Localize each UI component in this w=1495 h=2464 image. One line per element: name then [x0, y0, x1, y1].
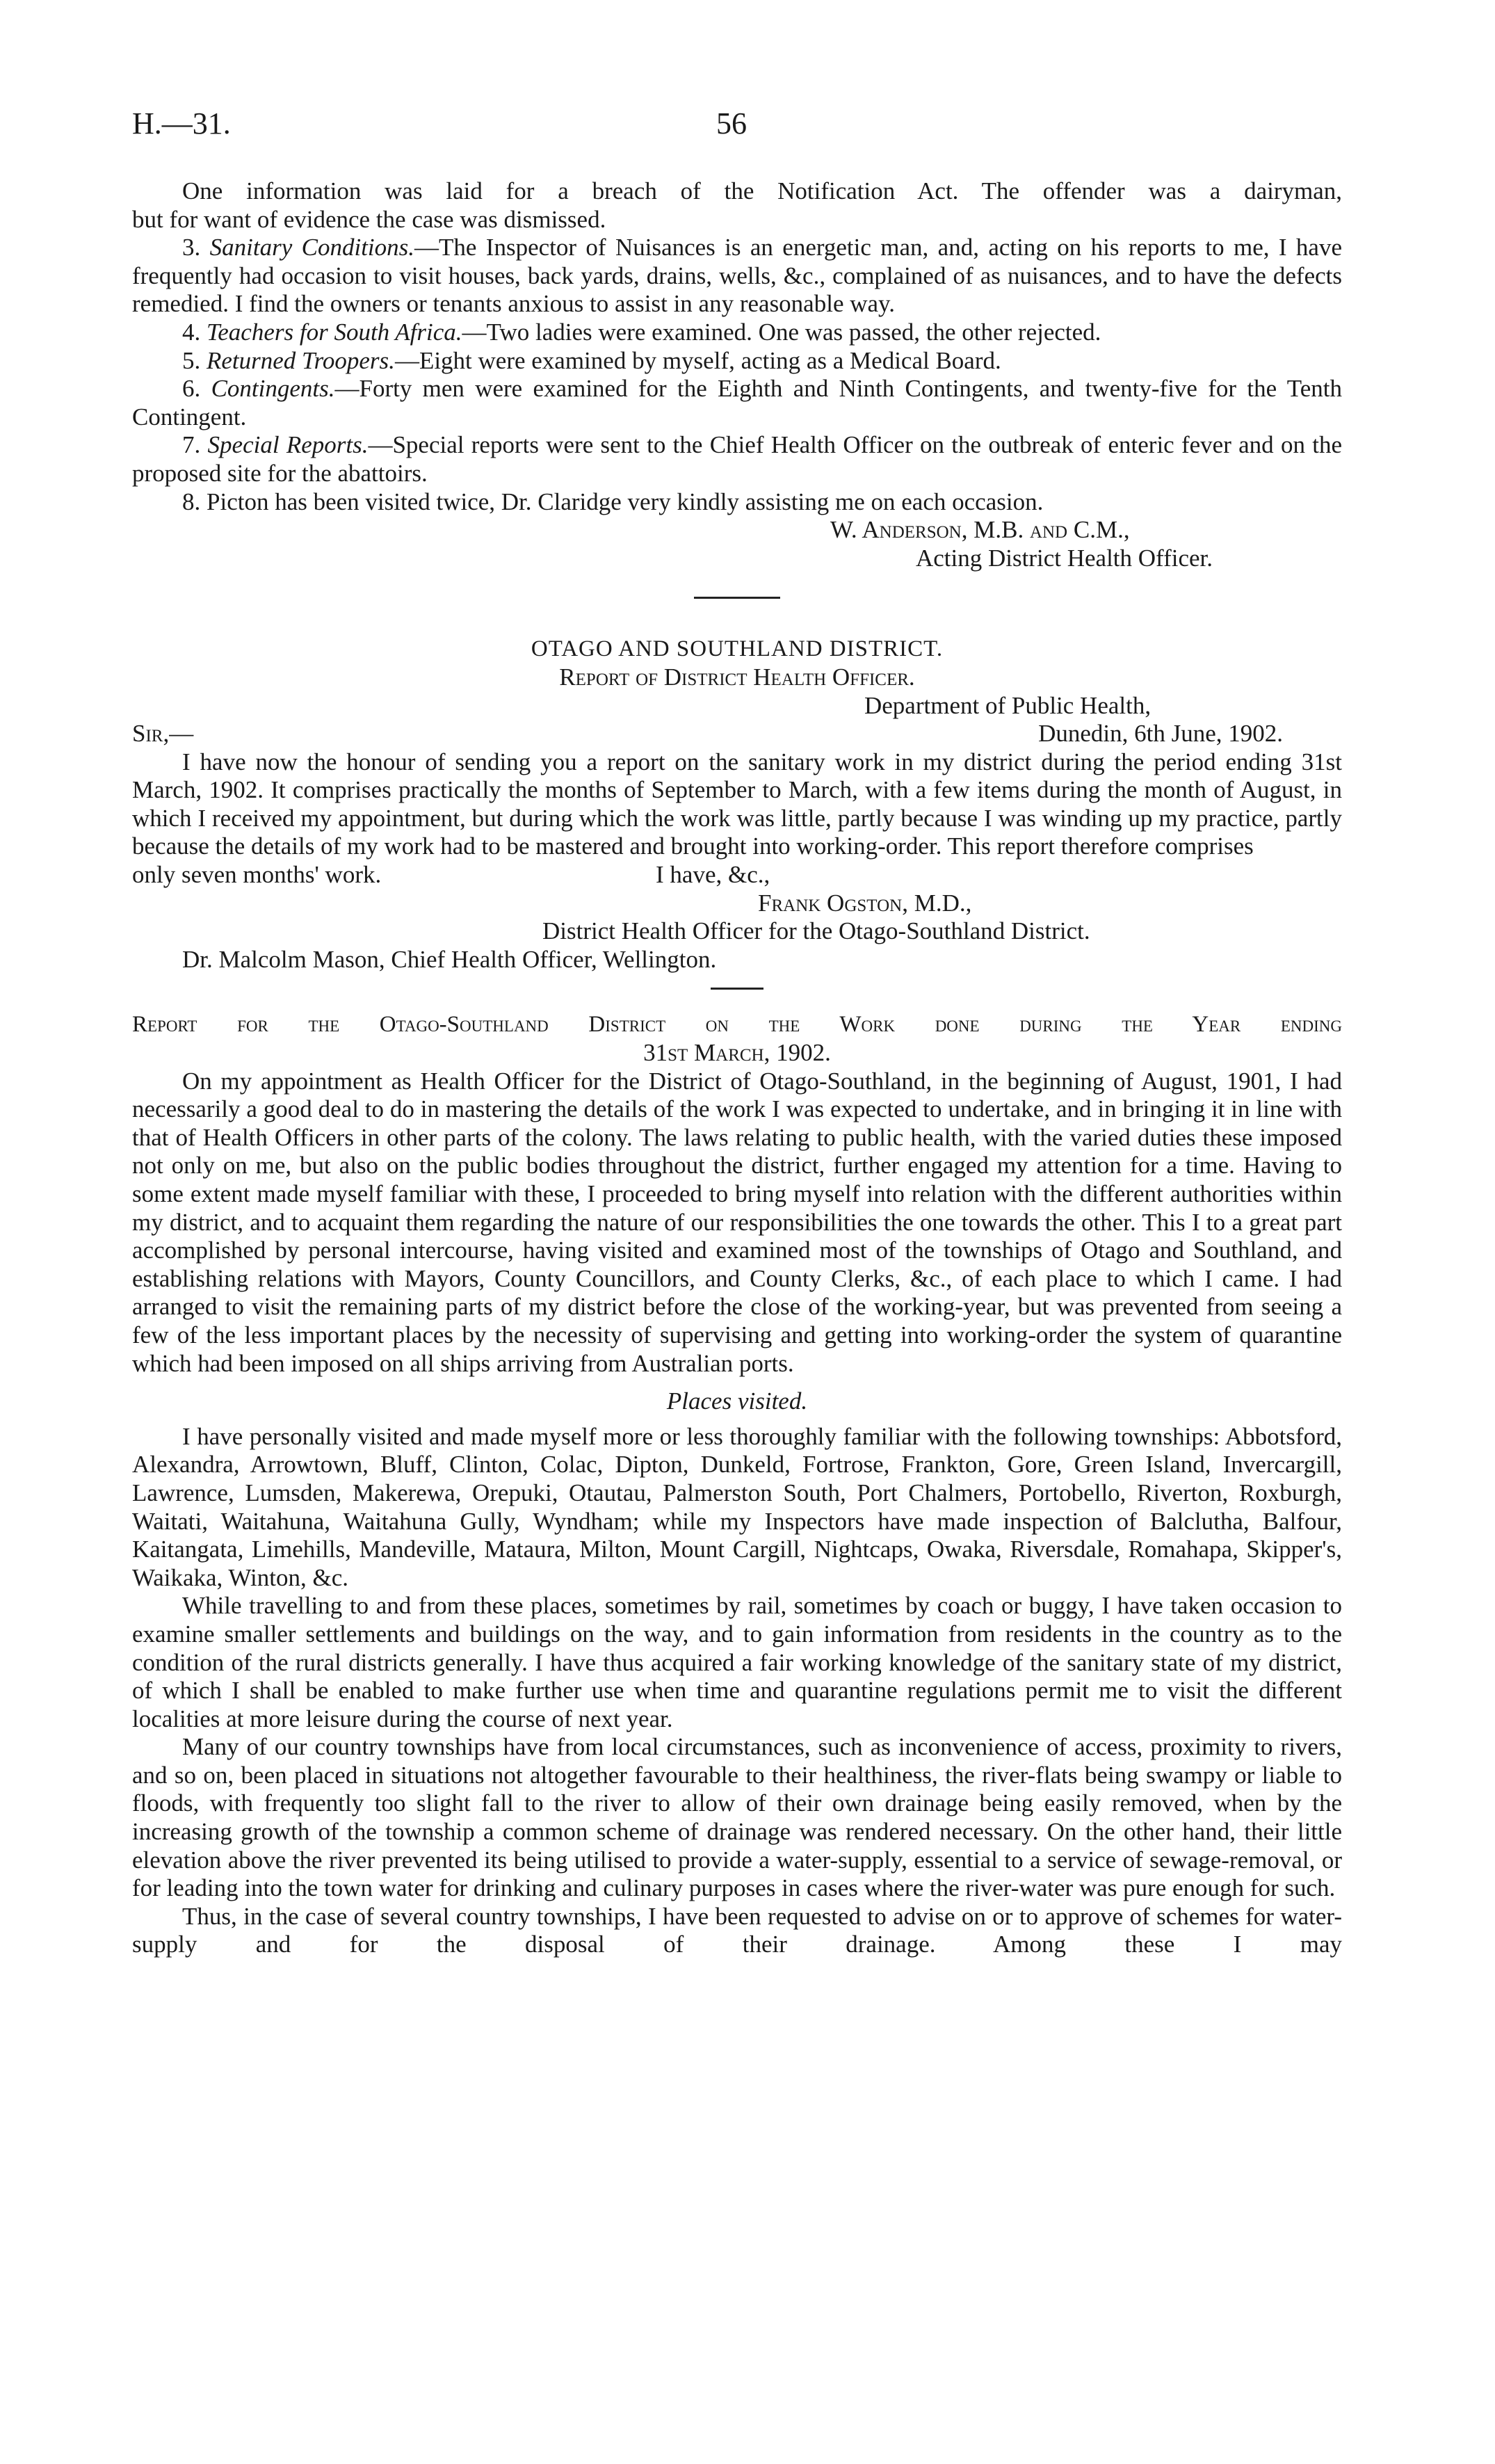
item3-title: Sanitary Conditions.	[209, 234, 415, 261]
salutation: Sir,—	[132, 720, 194, 748]
travelling-paragraph: While travelling to and from these places, sometimes by rail, sometimes by coach or buggy, I have taken occasion to examine smaller settlements and buildings on the way, and to gain information from residents in the country as to the condition of the rural districts generally. I have thus acquired a fair working knowledge of the sanitary state of my district, of which I shall be enabled to make further use when time and quarantine regulations permit me to visit the different localities at more leisure during the course of next year.	[132, 1592, 1342, 1732]
item4-title: Teachers for South Africa.	[207, 318, 462, 346]
item7-text: —Special reports were sent to the Chief Health Officer on the outbreak of enteric fever and on the proposed site for the abattoirs.	[132, 431, 1342, 487]
item5-title: Returned Troopers.	[207, 346, 395, 374]
page-number: 56	[716, 106, 747, 140]
letter-last-line: only seven months' work.	[132, 861, 382, 889]
item-contingents: 6. Contingents.—Forty men were examined for the Eighth and Ninth Contingents, and twenty-five for the Tenth Contingent.	[132, 375, 1343, 430]
item-picton: 8. Picton has been visited twice, Dr. Claridge very kindly assisting me on each occasion.	[182, 488, 1044, 515]
item-sanitary-conditions: 3. Sanitary Conditions.—The Inspector of Nuisances is an energetic man, and, acting on his reports to me, I have frequently had occasion to visit houses, back yards, drains, wells, &c., complained of as nuisances, and to have the defects remedied. I find the owners or tenants anxious to assist in any reasonable way.	[132, 234, 1343, 318]
letter-date: Dunedin, 6th June, 1902.	[1038, 720, 1283, 748]
item-returned-troopers: 5. Returned Troopers.—Eight were examined by myself, acting as a Medical Board.	[182, 346, 1001, 374]
item6-text: —Forty men were examined for the Eighth and Ninth Contingents, and twenty-five for the Tenth Contingent.	[132, 375, 1343, 430]
schemes-paragraph: Thus, in the case of several country townships, I have been requested to advise on or to approve of schemes for water-supply and for the disposal of their drainage. Among these I may	[132, 1902, 1342, 1958]
report-title-line2: 31st March, 1902.	[643, 1039, 831, 1067]
letter-body: I have now the honour of sending you a report on the sanitary work in my district during the period ending 31st March, 1902. It comprises practically the months of September to March, with a few items during the month of August, in which I received my appointment, but during which the work was little, partly because I was winding up my practice, partly because the details of my work had to be mastered and brought into working-order. This report therefore comprises	[132, 748, 1342, 860]
closing-row	[132, 861, 1342, 889]
signer-title: District Health Officer for the Otago-Southland District.	[542, 917, 1090, 945]
salutation-row	[132, 720, 1342, 748]
report-reference: H.—31.	[132, 106, 231, 140]
item4-text: —Two ladies were examined. One was passed, the other rejected.	[462, 318, 1101, 346]
department-line: Department of Public Health,	[864, 691, 1151, 719]
places-visited-heading	[132, 1387, 1342, 1416]
item-special-reports: 7. Special Reports.—Special reports were sent to the Chief Health Officer on the outbreak of enteric fever and on the proposed site for the abattoirs.	[132, 431, 1342, 487]
townships-paragraph: Many of our country townships have from local circumstances, such as inconvenience of access, proximity to rivers, and so on, been placed in situations not altogether favourable to their healthiness, the river-flats being swampy or liable to floods, with frequently too slight fall to the river to allow of their own drainage being easily removed, when by the increasing growth of the township a common scheme of drainage was rendered necessary. On the other hand, their little elevation above the river prevented its being utilised to provide a water-supply, essential to a service of sewage-removal, or for leading into the town water for drinking and culinary purposes in cases where the river-water was pure enough for such.	[132, 1733, 1342, 1902]
page-body	[132, 177, 1342, 1959]
item7-title: Special Reports.	[207, 431, 369, 459]
report-title-line1: Report for the Otago-Southland District on the Work done during the Year ending	[132, 1012, 1342, 1038]
item5-text: —Eight were examined by myself, acting as a Medical Board.	[394, 346, 1001, 374]
report-heading: Report of District Health Officer.	[559, 663, 915, 691]
signature-anderson-title: Acting District Health Officer.	[916, 544, 1213, 572]
appointment-paragraph: On my appointment as Health Officer for the District of Otago-Southland, in the beginning of August, 1901, I had necessarily a good deal to do in mastering the details of the work I was expected to undertake, and in bringing it in line with that of Health Officers in other parts of the colony. The laws relating to public health, with the varied duties these imposed not only on me, but also on the public bodies throughout the district, further engaged my attention for a time. Having to some extent made myself familiar with these, I proceeded to bring myself into relation with the different authorities within my district, and to acquaint them regarding the nature of our responsibilities the one towards the other. This I to a great part accomplished by personal intercourse, having visited and examined most of the townships of Otago and Southland, and establishing relations with Mayors, County Councillors, and County Clerks, &c., of each place to which I came. I had arranged to visit the remaining parts of my district before the close of the working-year, but was prevented from seeing a few of the less important places by the necessity of supervising and getting into working-order the system of quarantine which had been imposed on all ships arriving from Australian ports.	[132, 1067, 1342, 1377]
signature-anderson: W. Anderson, M.B. and C.M.,	[830, 516, 1130, 544]
letter-closing: I have, &c.,	[656, 861, 770, 889]
item3-text: —The Inspector of Nuisances is an energetic man, and, acting on his reports to me, I have frequently had occasion to visit houses, back yards, drains, wells, &c., complained of as nuisances, and to have the defects remedied. I find the owners or tenants anxious to assist in any reasonable way.	[132, 234, 1343, 318]
notification-paragraph-line2: but for want of evidence the case was dismissed.	[132, 205, 606, 233]
district-heading: OTAGO AND SOUTHLAND DISTRICT.	[531, 636, 944, 662]
places-paragraph: I have personally visited and made myself more or less thoroughly familiar with the following townships: Abbotsford, Alexandra, Arrowtown, Bluff, Clinton, Colac, Dipton, Dunkeld, Fortrose, Frankton, Gore, Green Island, Invercargill, Lawrence, Lumsden, Makerewa, Orepuki, Otautau, Palmerston South, Port Chalmers, Portobello, Riverton, Roxburgh, Waitati, Waitahuna, Waitahuna Gully, Wyndham; while my Inspectors have made inspection of Balclutha, Balfour, Kaitangata, Limehills, Mandeville, Mataura, Milton, Mount Cargill, Nightcaps, Owaka, Riversdale, Romahapa, Skipper's, Waikaka, Winton, &c.	[132, 1422, 1342, 1591]
page-header	[132, 103, 1342, 145]
places-visited-title: Places visited.	[666, 1387, 808, 1415]
addressee: Dr. Malcolm Mason, Chief Health Officer, Wellington.	[182, 945, 717, 973]
signer-name: Frank Ogston, M.D.,	[758, 889, 972, 917]
item6-title: Contingents.	[211, 375, 335, 403]
item-teachers: 4. Teachers for South Africa.—Two ladies were examined. One was passed, the other rejected.	[182, 318, 1101, 346]
notification-paragraph-line1: One information was laid for a breach of the Notification Act. The offender was a dairyman,	[182, 177, 1342, 204]
